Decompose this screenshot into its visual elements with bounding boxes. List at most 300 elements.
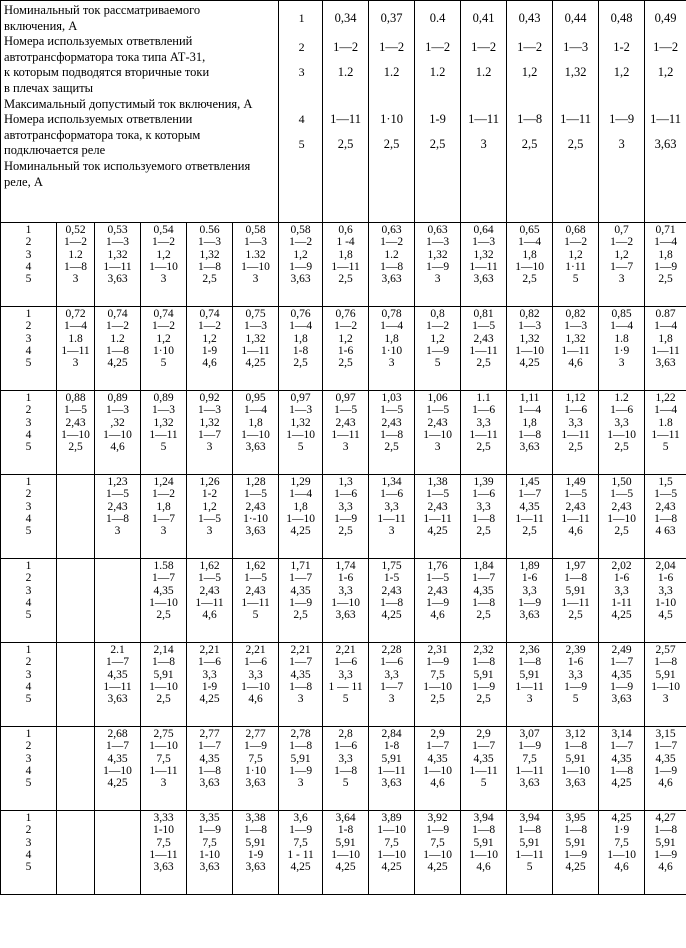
band-value: 1—11 — [331, 260, 360, 273]
band-index-cell — [1, 727, 57, 811]
data-band — [1, 643, 686, 727]
band-value-cell — [141, 727, 187, 811]
band-value-cell — [461, 559, 507, 643]
band-value: 5 — [297, 441, 304, 454]
band-value: 1-10 — [655, 596, 677, 609]
band-value: 1—7 — [152, 572, 175, 585]
band-value: 1—3 — [106, 404, 129, 417]
data-band — [1, 727, 686, 811]
band-index: 1 — [25, 392, 32, 404]
band-value: 3,63 — [290, 273, 311, 286]
band-value: 4,25 — [335, 861, 356, 874]
data-band — [1, 223, 686, 307]
band-value: 1—5 — [564, 488, 588, 501]
header-value: 1—11 — [468, 112, 499, 126]
band-value: 1,8 — [522, 416, 537, 429]
band-value: 1—4 — [289, 488, 313, 501]
band-value-cell — [279, 811, 323, 895]
band-value: 1—11 — [515, 512, 544, 525]
header-value: 0,48 — [610, 11, 633, 25]
band-value-cell — [369, 727, 415, 811]
band-value: 1—5 — [244, 572, 268, 585]
band-value: 1,38 — [427, 476, 448, 488]
band-value-cell — [645, 643, 686, 727]
band-value: 1-9 — [201, 344, 218, 357]
band-value: 3,89 — [381, 812, 402, 824]
band-value: 1—9 — [289, 596, 313, 609]
band-value: 1-6 — [337, 344, 354, 357]
band-value: 7,5 — [614, 836, 629, 849]
band-value: 1.32 — [245, 248, 266, 261]
band-value: 1—9 — [426, 596, 450, 609]
band-value: 1-2 — [201, 488, 218, 501]
header-value-cell — [599, 1, 645, 223]
band-value: 3 — [618, 357, 625, 370]
band-index: 1 — [25, 728, 32, 740]
band-value: 0.87 — [655, 308, 676, 320]
band-value: 4,25 — [199, 693, 220, 706]
band-value-cell — [279, 223, 323, 307]
band-value: 1-6 — [567, 656, 584, 669]
band-value: 3,3 — [614, 584, 629, 597]
band-value: 5 — [572, 273, 579, 286]
band-value: 1—10 — [515, 260, 544, 273]
band-value: 1—4 — [518, 404, 542, 417]
band-value: 1—8 — [334, 764, 358, 777]
band-value: 2,5 — [156, 693, 171, 706]
band-value — [57, 669, 94, 681]
band-value: 5,91 — [245, 836, 266, 849]
band-value: 1—3 — [289, 404, 313, 417]
band-value: 2,5 — [614, 441, 629, 454]
band-value: 1—10 — [241, 428, 270, 441]
band-index: 2 — [25, 404, 32, 417]
band-value: 2,21 — [290, 644, 311, 656]
band-index: 5 — [25, 273, 32, 286]
band-value-cell — [599, 643, 645, 727]
band-value: 1—2 — [564, 236, 588, 249]
band-value: 0,63 — [381, 224, 402, 236]
band-value: 5 — [662, 441, 669, 454]
band-value: 0,95 — [245, 392, 266, 404]
band-index: 3 — [25, 248, 32, 261]
band-value — [57, 525, 94, 537]
header-value: 0,43 — [518, 11, 541, 25]
band-index: 5 — [25, 441, 32, 454]
band-value-cell — [507, 811, 553, 895]
band-value: 1—7 — [289, 572, 313, 585]
band-index-cell — [1, 307, 57, 391]
band-value: 3,3 — [202, 668, 217, 681]
band-value: 0,97 — [290, 392, 311, 404]
band-value: 0,65 — [519, 224, 540, 236]
band-value: 3 — [114, 525, 121, 538]
band-value: 1—11 — [561, 428, 590, 441]
band-value: 1·9 — [613, 824, 630, 837]
band-value — [57, 812, 94, 824]
header-value: 2,5 — [429, 137, 446, 151]
band-value: 1—9 — [289, 260, 313, 273]
band-value: 1—2 — [64, 236, 87, 249]
band-value: 1—7 — [106, 656, 129, 669]
band-value: 3,63 — [519, 441, 540, 454]
band-value: 1—11 — [651, 428, 680, 441]
band-value: 3,3 — [338, 584, 353, 597]
band-value: 2,84 — [381, 728, 402, 740]
band-value: 1—5 — [610, 488, 634, 501]
band-value: 3,3 — [658, 584, 673, 597]
band-value: 1,8 — [248, 416, 263, 429]
band-value: 1—6 — [334, 740, 358, 753]
band-value: 0,58 — [245, 224, 266, 236]
band-value: 1-6 — [613, 572, 630, 585]
band-value: 2,9 — [430, 728, 445, 740]
header-value: 3 — [618, 137, 625, 151]
band-value: 1—8 — [106, 512, 129, 525]
band-value: 1,2 — [293, 248, 308, 261]
band-value: 1,89 — [519, 560, 540, 572]
band-value-cell — [279, 391, 323, 475]
band-index: 1 — [25, 644, 32, 656]
band-value: 1—10 — [377, 824, 406, 837]
band-value: 3 — [206, 441, 213, 454]
band-value: 3 — [72, 273, 79, 286]
band-value: 1—8 — [518, 428, 542, 441]
band-value: 1—3 — [518, 320, 542, 333]
band-value: 1—11 — [423, 512, 452, 525]
band-value: 1,2 — [568, 248, 583, 261]
band-value: 3,63 — [381, 273, 402, 286]
band-value — [95, 837, 140, 849]
band-value — [57, 513, 94, 525]
band-value-cell — [95, 223, 141, 307]
band-value: 1—9 — [564, 680, 588, 693]
header-value-cell — [507, 1, 553, 223]
band-value: 1·11 — [565, 260, 586, 273]
band-value-cell — [599, 559, 645, 643]
band-value: 1—5 — [198, 572, 221, 585]
band-value: 2,5 — [156, 609, 171, 622]
band-value: 1—8 — [472, 824, 496, 837]
band-value: 1—8 — [244, 824, 268, 837]
band-value-cell — [599, 391, 645, 475]
band-value-cell — [645, 307, 686, 391]
band-index-cell — [1, 391, 57, 475]
band-value: 5 — [160, 357, 167, 370]
band-value: 7,5 — [293, 836, 308, 849]
band-value: 3,63 — [519, 777, 540, 790]
band-value-cell — [187, 307, 233, 391]
band-value: 5,91 — [565, 584, 586, 597]
band-value: 4,6 — [658, 861, 673, 874]
header-label-line: подключается реле — [4, 143, 106, 158]
band-value: 1—2 — [334, 320, 358, 333]
band-value: 1—7 — [380, 680, 404, 693]
band-value: 0,74 — [153, 308, 174, 320]
band-value: 3 — [388, 357, 395, 370]
band-value: 3,63 — [245, 441, 266, 454]
band-value: 5,91 — [565, 836, 586, 849]
header-label-line: Номера используемых ответвлений — [4, 34, 193, 49]
band-index: 4 — [25, 428, 32, 441]
band-value: 2,5 — [338, 525, 353, 538]
band-value-cell — [233, 559, 279, 643]
band-value: 0,52 — [65, 224, 86, 236]
band-value: 2,43 — [245, 584, 266, 597]
band-value: 3,3 — [614, 416, 629, 429]
band-value: 1—4 — [610, 320, 634, 333]
band-value: 1,06 — [427, 392, 448, 404]
band-value: 0,89 — [153, 392, 174, 404]
band-value: 5 — [572, 693, 579, 706]
band-value: 4,6 — [476, 861, 491, 874]
band-value: 0,76 — [290, 308, 311, 320]
band-value: 3,15 — [655, 728, 676, 740]
band-value: 1-10 — [152, 824, 175, 837]
band-value: 4,35 — [473, 584, 494, 597]
band-value: 5 — [252, 609, 259, 622]
band-value: 1—6 — [334, 656, 358, 669]
band-value-cell — [369, 559, 415, 643]
band-value: 2,04 — [655, 560, 676, 572]
header-gap — [553, 85, 598, 107]
band-value: 1,2 — [202, 500, 217, 513]
header-row-number: 3 — [298, 65, 305, 79]
band-value — [95, 861, 140, 873]
band-value: 1—10 — [149, 596, 178, 609]
band-value: 4,6 — [430, 609, 445, 622]
band-value-cell — [141, 223, 187, 307]
header-gap — [323, 85, 368, 107]
band-value-cell — [57, 307, 95, 391]
header-value: 0,49 — [654, 11, 677, 25]
band-value-cell — [415, 391, 461, 475]
band-value: 4,35 — [473, 752, 494, 765]
band-index: 5 — [25, 777, 32, 790]
band-value: 1—10 — [61, 428, 90, 441]
band-value — [57, 656, 94, 668]
band-index: 2 — [25, 320, 32, 333]
data-band — [1, 307, 686, 391]
band-value: 4,35 — [290, 584, 311, 597]
band-value: 1—4 — [654, 320, 678, 333]
band-value: 1—7 — [610, 260, 634, 273]
band-value: 1—8 — [106, 344, 129, 357]
band-value-cell — [95, 475, 141, 559]
band-value: 1—11 — [651, 344, 680, 357]
band-value: 1—6 — [380, 656, 404, 669]
band-index: 1 — [25, 224, 32, 236]
band-value: 1—10 — [651, 680, 680, 693]
data-band — [1, 559, 686, 643]
band-value: 2,75 — [153, 728, 174, 740]
header-value: 2,5 — [521, 137, 538, 151]
band-value-cell — [369, 223, 415, 307]
band-value: 3,63 — [199, 777, 220, 790]
band-value-cell — [599, 811, 645, 895]
band-value: 1—8 — [564, 740, 588, 753]
band-value: 1—7 — [472, 572, 496, 585]
band-value: 2,8 — [338, 728, 353, 740]
header-label-line: автотрансформатора тока типа АТ-31, — [4, 49, 206, 64]
band-value-cell — [233, 811, 279, 895]
band-index: 3 — [25, 668, 32, 681]
band-value-cell — [645, 475, 686, 559]
band-value: 1—10 — [607, 512, 636, 525]
band-value: 2,5 — [338, 357, 353, 370]
band-value: 1—10 — [149, 260, 178, 273]
band-value: 0,8 — [430, 308, 445, 320]
band-value: 1,8 — [384, 332, 399, 345]
band-value: 3,63 — [565, 777, 586, 790]
band-value-cell — [95, 391, 141, 475]
band-value: 2,5 — [476, 525, 491, 538]
band-value: 1—5 — [654, 488, 678, 501]
band-index: 4 — [25, 848, 32, 861]
band-value: 1—6 — [380, 488, 404, 501]
band-value: 3,63 — [245, 777, 266, 790]
band-value: 1,2 — [430, 332, 445, 345]
band-value: 3,63 — [473, 273, 494, 286]
band-value: 5,91 — [473, 668, 494, 681]
band-value — [57, 861, 94, 873]
band-value-cell — [187, 559, 233, 643]
band-value: 5,91 — [381, 752, 402, 765]
band-value: 1—2 — [152, 236, 175, 249]
band-value: 1—9 — [472, 680, 496, 693]
band-value: 4,25 — [290, 525, 311, 538]
band-index: 4 — [25, 680, 32, 693]
band-value-cell — [141, 811, 187, 895]
header-label-line: включения, А — [4, 18, 78, 33]
band-value: 2,5 — [476, 693, 491, 706]
band-value: 5,91 — [655, 668, 676, 681]
band-value: 4,35 — [611, 752, 632, 765]
header-gap — [281, 85, 322, 107]
band-value: 1,32 — [519, 332, 540, 345]
band-value: 1—10 — [331, 848, 360, 861]
band-value: 1—9 — [426, 824, 450, 837]
band-value: 2,5 — [68, 441, 83, 454]
data-band — [1, 475, 686, 559]
band-value — [57, 824, 94, 836]
band-value-cell — [57, 643, 95, 727]
band-value: 3,3 — [522, 584, 537, 597]
header-gap — [415, 85, 460, 107]
band-value: 2,43 — [427, 584, 448, 597]
band-value: 2,43 — [381, 584, 402, 597]
band-value: 1—11 — [103, 260, 132, 273]
band-value: 1-9 — [201, 680, 218, 693]
band-value: 4,6 — [568, 357, 583, 370]
band-value: 4,27 — [655, 812, 676, 824]
band-value: 3,95 — [565, 812, 586, 824]
band-value — [57, 501, 94, 513]
band-value: 1—5 — [106, 488, 129, 501]
band-value: 1—3 — [198, 404, 221, 417]
band-value: 0,53 — [107, 224, 128, 236]
band-value — [95, 560, 140, 572]
band-value: 1.1 — [476, 392, 491, 404]
band-value: 1—4 — [518, 236, 542, 249]
band-value: 5 — [342, 777, 349, 790]
band-value-cell — [461, 727, 507, 811]
band-value: 5,91 — [153, 668, 174, 681]
band-value: 1—5 — [380, 404, 404, 417]
band-value: 1—9 — [198, 824, 221, 837]
band-value: 5 — [434, 357, 441, 370]
band-value: 2,49 — [611, 644, 632, 656]
band-value: 3 — [160, 525, 167, 538]
band-value: 1—4 — [289, 320, 313, 333]
band-value: 1—9 — [289, 824, 313, 837]
band-index: 1 — [25, 812, 32, 824]
header-row-number: 5 — [298, 137, 305, 151]
band-value-cell — [323, 811, 369, 895]
band-value: 1·10 — [152, 344, 175, 357]
band-value: 4,25 — [611, 777, 632, 790]
band-value: 1—11 — [469, 428, 498, 441]
band-value: 1—11 — [377, 512, 406, 525]
band-value: 0,72 — [65, 308, 86, 320]
band-value: 1—6 — [198, 656, 221, 669]
band-value: 2,5 — [568, 441, 583, 454]
band-value: 1,12 — [565, 392, 586, 404]
header-value: 1—9 — [609, 112, 635, 126]
band-value: 4,35 — [199, 752, 220, 765]
band-value: 3 — [434, 273, 441, 286]
band-value: 1,32 — [427, 248, 448, 261]
band-value-cell — [553, 643, 599, 727]
band-value-cell — [645, 559, 686, 643]
band-value: 1—10 — [286, 512, 315, 525]
band-value: 1—8 — [472, 596, 496, 609]
band-value: 1—10 — [377, 848, 406, 861]
band-value: 5,91 — [335, 836, 356, 849]
band-value-cell — [599, 307, 645, 391]
band-value-cell — [507, 727, 553, 811]
header-value-cell — [461, 1, 507, 223]
band-value: 4,35 — [290, 668, 311, 681]
band-value: 0,7 — [614, 224, 629, 236]
header-value: 1,2 — [657, 65, 674, 79]
band-value: 3,3 — [476, 416, 491, 429]
band-value: 2,5 — [293, 357, 308, 370]
band-value-cell — [645, 727, 686, 811]
band-value: 2,5 — [568, 609, 583, 622]
band-value: 1,2 — [202, 332, 217, 345]
band-index-cell — [1, 223, 57, 307]
band-value: 7,5 — [430, 668, 445, 681]
data-band — [1, 391, 686, 475]
band-value: 2,43 — [473, 332, 494, 345]
band-value: 1,2 — [156, 248, 171, 261]
band-value: 0,82 — [519, 308, 540, 320]
band-value: 1—11 — [149, 848, 178, 861]
band-value-cell — [645, 391, 686, 475]
band-value: 3,3 — [476, 500, 491, 513]
band-value: 3,63 — [107, 273, 128, 286]
band-value: 1—11 — [515, 764, 544, 777]
band-value: 1,03 — [381, 392, 402, 404]
band-value: 0,63 — [427, 224, 448, 236]
header-row-number: 2 — [298, 40, 305, 54]
header-value: 1—2 — [471, 40, 497, 54]
band-value: 3 — [297, 693, 304, 706]
band-index: 1 — [25, 476, 32, 488]
band-value: 1,32 — [245, 332, 266, 345]
header-value: 1—11 — [560, 112, 591, 126]
